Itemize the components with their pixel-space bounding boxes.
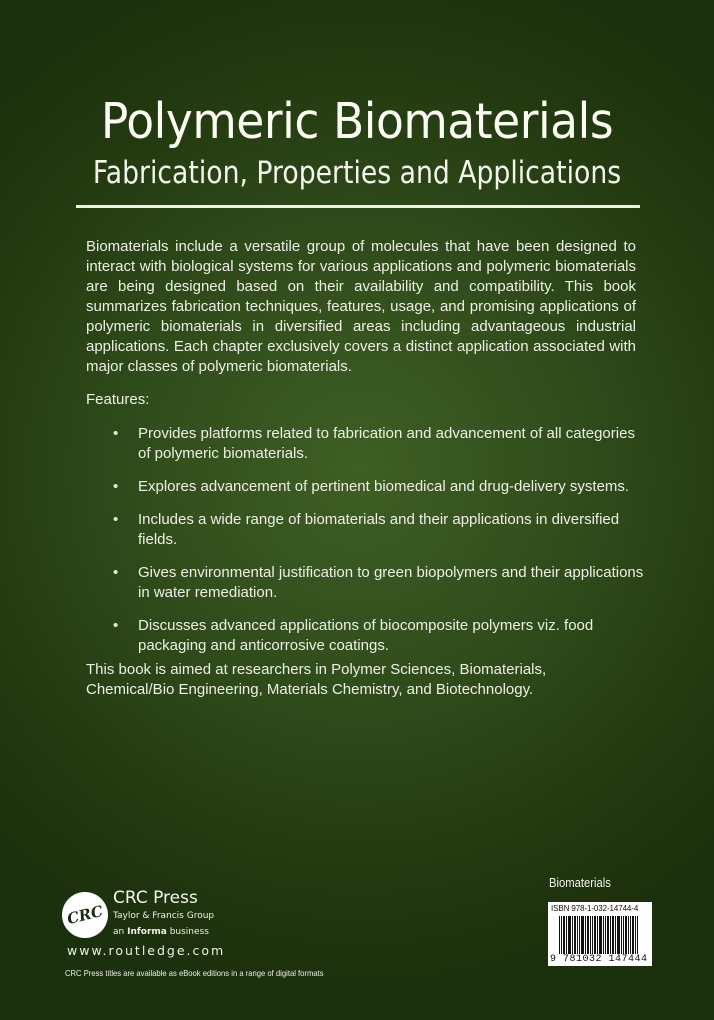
barcode-number: 9 781032 147444 <box>550 954 648 965</box>
feature-text: Explores advancement of pertinent biomedical and drug-delivery systems. <box>138 478 630 495</box>
feature-item <box>86 616 646 656</box>
feature-item <box>86 563 646 603</box>
publisher-group: Taylor & Francis Group <box>113 911 215 921</box>
subject-category: Biomaterials <box>549 876 611 890</box>
bullet-icon: • <box>113 564 119 581</box>
informa-prefix: an <box>113 927 128 937</box>
feature-text: Discusses advanced applications of biocomposite polymers viz. food packaging and anticorrosive coatings. <box>138 617 594 654</box>
publisher-informa <box>113 926 209 938</box>
informa-brand: Informa <box>127 927 167 937</box>
ebook-note: CRC Press titles are available as eBook editions in a range of digital formats <box>65 968 324 978</box>
publisher-website[interactable]: www.routledge.com <box>67 943 226 958</box>
bullet-icon: • <box>113 617 119 634</box>
bullet-icon: • <box>113 478 119 495</box>
isbn-label: ISBN 978-1-032-14744-4 <box>551 904 639 913</box>
features-label: Features: <box>86 391 150 408</box>
feature-item <box>86 424 646 464</box>
crc-logo-icon <box>57 887 113 943</box>
feature-text: Gives environmental justification to green biopolymers and their applications in water remediation. <box>138 564 644 601</box>
barcode-bars-icon <box>559 916 649 954</box>
title-divider <box>76 205 640 208</box>
feature-text: Provides platforms related to fabrication and advancement of all categories of polymeric biomaterials. <box>138 425 635 462</box>
feature-item <box>86 477 646 497</box>
bullet-icon: • <box>113 425 119 442</box>
description-paragraph: Biomaterials include a versatile group of molecules that have been designed to interact with biological systems for various applications and polymeric biomaterials are being designed based on their availability and compatibility. This book summarizes fabrication techniques, features, usage, and promising applications of polymeric biomaterials in diversified areas including advantageous industrial applications. Each chapter exclusively covers a distinct application associated with major classes of polymeric biomaterials. <box>86 238 636 375</box>
bullet-icon: • <box>113 511 119 528</box>
feature-text: Includes a wide range of biomaterials and their applications in diversified fields. <box>138 511 620 548</box>
isbn-barcode <box>548 902 652 966</box>
feature-item <box>86 510 646 550</box>
logo-text: CRC <box>65 901 105 929</box>
book-subtitle: Fabrication, Properties and Applications <box>92 155 622 191</box>
publisher-name: CRC Press <box>113 888 198 908</box>
informa-suffix: business <box>166 927 209 937</box>
book-title: Polymeric Biomaterials <box>100 93 614 150</box>
features-list <box>86 424 646 669</box>
audience-paragraph: This book is aimed at researchers in Polymer Sciences, Biomaterials, Chemical/Bio Engineering, Materials Chemistry, and Biotechnology. <box>86 661 547 698</box>
